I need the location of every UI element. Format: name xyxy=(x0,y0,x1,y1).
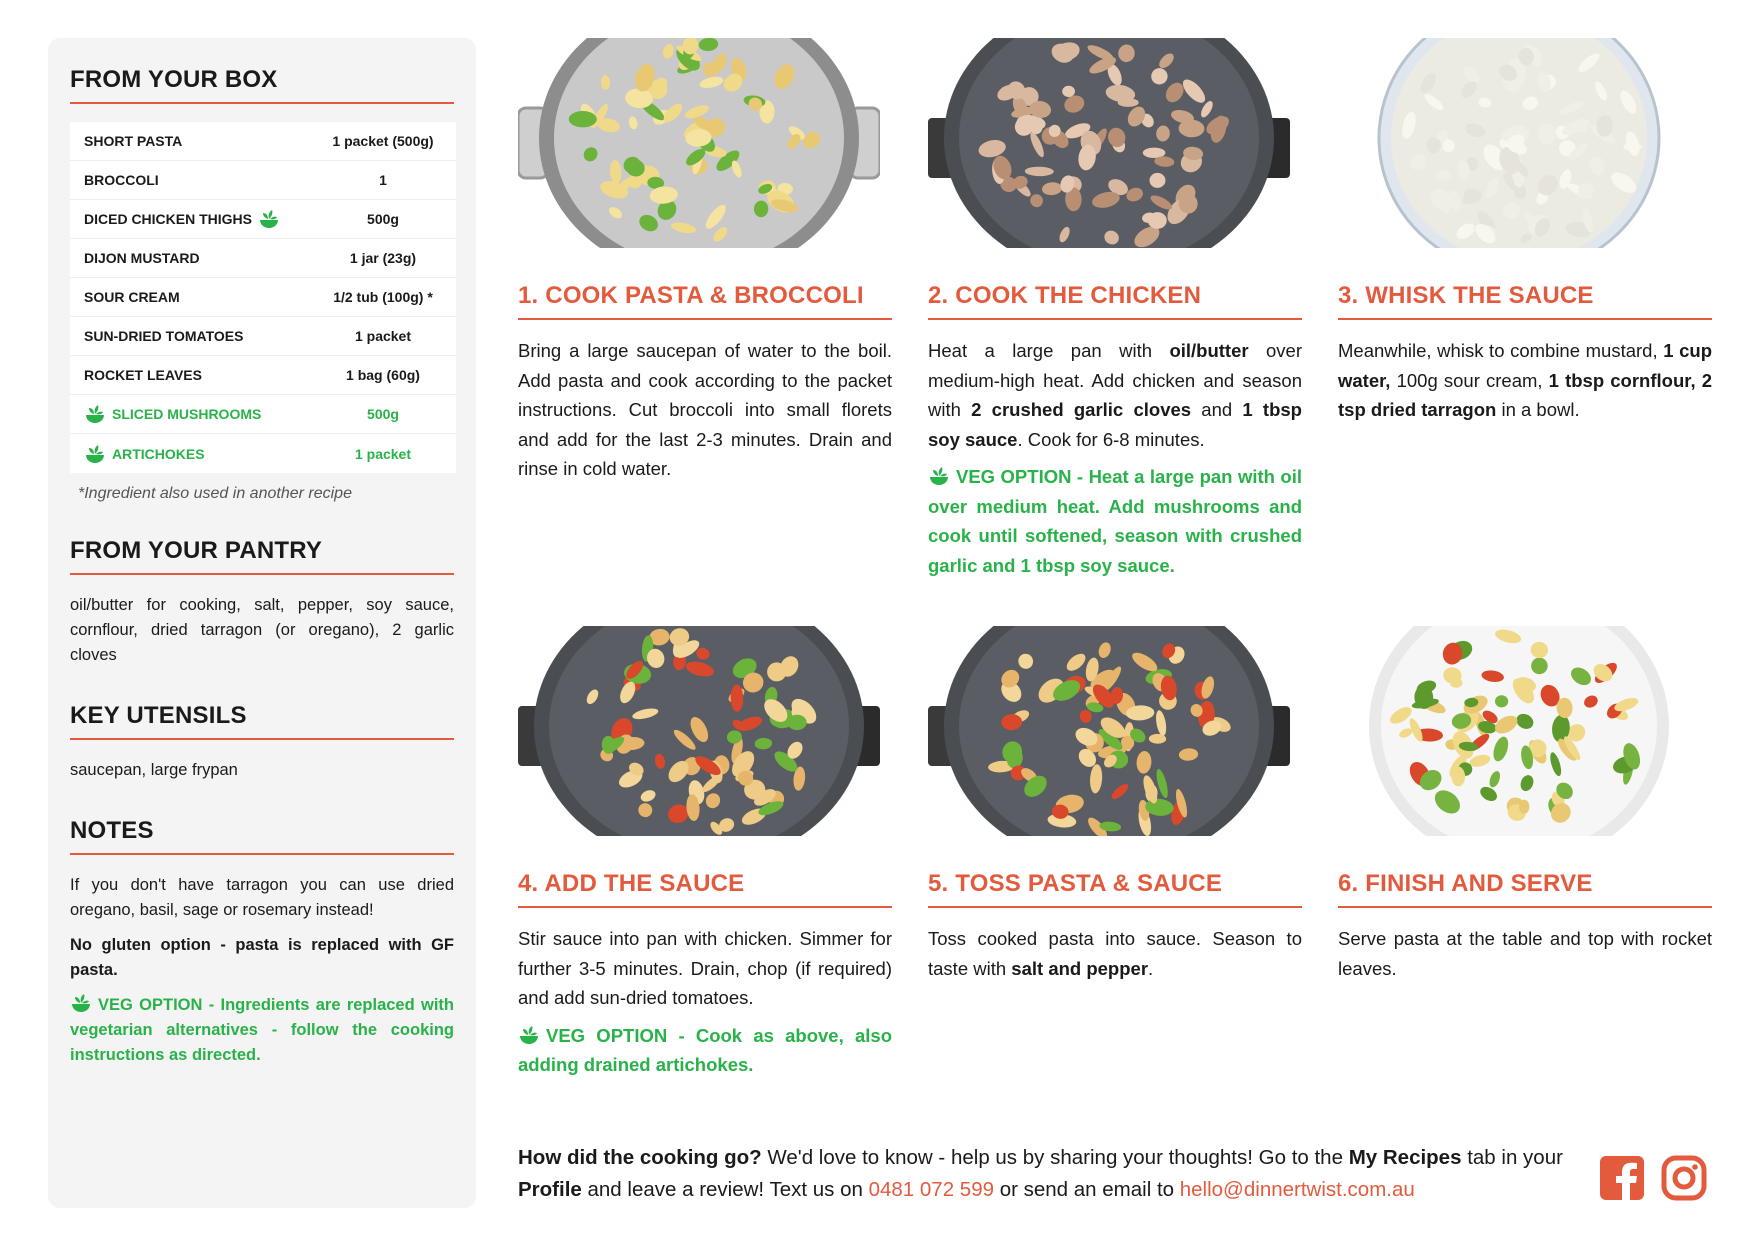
step-veg-option xyxy=(928,462,1302,580)
feedback-footer xyxy=(518,1142,1578,1206)
facebook-icon[interactable] xyxy=(1599,1155,1645,1201)
footer-text-part: tab in your xyxy=(1461,1146,1563,1169)
step-photo xyxy=(928,626,1290,836)
ingredient-row xyxy=(70,278,456,317)
step-text-part: Serve pasta at the table and top with rocket leaves. xyxy=(1338,928,1712,979)
step-title: 2. COOK THE CHICKEN xyxy=(928,282,1302,320)
ingredient-name-text: SOUR CREAM xyxy=(84,289,180,305)
step-text xyxy=(928,924,1302,983)
step-3 xyxy=(1338,38,1712,425)
ingredient-name xyxy=(84,367,324,383)
ingredient-name xyxy=(84,172,324,188)
ingredient-name-text: BROCCOLI xyxy=(84,172,159,188)
ingredient-name-text: DIJON MUSTARD xyxy=(84,250,200,266)
ingredient-qty: 1 jar (23g) xyxy=(349,250,417,266)
notes-title: NOTES xyxy=(70,817,454,855)
step-text-part: 2 crushed garlic cloves xyxy=(971,399,1192,420)
dish-illustration xyxy=(1338,38,1700,248)
step-title: 1. COOK PASTA & BROCCOLI xyxy=(518,282,892,320)
dish-illustration xyxy=(518,38,880,248)
notes-text: If you don't have tarragon you can use dried oregano, basil, sage or rosemary instead! xyxy=(70,876,454,919)
footer-text-part: We'd love to know - help us by sharing your thoughts! Go to the xyxy=(761,1146,1349,1169)
box-title: FROM YOUR BOX xyxy=(70,66,454,104)
step-photo xyxy=(518,38,880,248)
ingredient-name-text: DICED CHICKEN THIGHS xyxy=(84,211,253,227)
step-text-part: 1 tbsp cornflour, 2 tsp dried tarragon xyxy=(1338,369,1713,420)
footer-text-part: My Recipes xyxy=(1348,1146,1462,1169)
ingredient-name-text: SLICED MUSHROOMS xyxy=(112,406,262,422)
step-text-part: Toss cooked pasta into sauce. Season to taste with xyxy=(928,928,1302,979)
ingredient-row xyxy=(70,161,456,200)
step-text-part: over medium-high heat. Add chicken and season with xyxy=(928,340,1302,420)
ingredient-name-text: ARTICHOKES xyxy=(112,445,205,462)
ingredient-qty: 500g xyxy=(367,406,399,422)
ingredient-name xyxy=(84,404,324,424)
ingredient-qty: 1 packet (500g) xyxy=(332,133,434,149)
footer-text-part: or send an email to xyxy=(994,1178,1180,1201)
step-text-part: 1 tbsp soy sauce xyxy=(928,399,1302,450)
ingredient-qty: 500g xyxy=(367,211,399,227)
ingredient-qty: 1 packet xyxy=(354,445,412,462)
leaf-bowl-icon xyxy=(518,1024,540,1044)
notes-veg-text: VEG OPTION - Ingredients are replaced with vegetarian alternatives - follow the cooking instructions as directed. xyxy=(70,996,454,1064)
ingredient-name xyxy=(84,209,324,229)
contact-link[interactable]: 0481 072 599 xyxy=(868,1178,994,1201)
ingredient-name-text: SHORT PASTA xyxy=(84,133,183,149)
ingredient-row xyxy=(70,356,456,395)
notes-gluten: No gluten option - pasta is replaced with GF pasta. xyxy=(70,936,454,979)
ingredient-qty: 1/2 tub (100g) * xyxy=(333,289,433,305)
ingredient-name-text: ROCKET LEAVES xyxy=(84,367,202,383)
ingredients-sidebar xyxy=(48,38,476,1208)
ingredient-qty: 1 bag (60g) xyxy=(346,367,420,383)
step-4 xyxy=(518,626,892,1080)
dish-illustration xyxy=(1338,626,1700,836)
step-text xyxy=(518,924,892,1013)
step-photo xyxy=(1338,38,1700,248)
ingredient-row xyxy=(70,317,456,356)
step-text-part: Bring a large saucepan of water to the boil. Add pasta and cook according to the packet instructions. Cut broccoli into small florets and add for the last 2-3 minutes. Drain and rinse in cold water. xyxy=(518,340,892,479)
step-photo xyxy=(518,626,880,836)
step-text-part: salt and pepper xyxy=(1011,957,1149,979)
step-photo xyxy=(1338,626,1700,836)
pantry-title: FROM YOUR PANTRY xyxy=(70,537,454,575)
pantry-section xyxy=(70,537,454,668)
contact-link[interactable]: hello@dinnertwist.com.au xyxy=(1179,1178,1415,1201)
leaf-bowl-icon xyxy=(84,404,106,424)
step-text-part: . Cook for 6-8 minutes. xyxy=(1017,428,1205,450)
ingredient-name xyxy=(84,444,324,464)
step-veg-option xyxy=(518,1021,892,1080)
step-title: 6. FINISH AND SERVE xyxy=(1338,870,1712,908)
step-5 xyxy=(928,626,1302,983)
ingredient-row xyxy=(70,200,456,239)
step-text-part: 100g sour cream, xyxy=(1390,369,1549,391)
ingredient-name xyxy=(84,250,324,266)
leaf-bowl-icon xyxy=(70,993,92,1013)
leaf-bowl-icon xyxy=(84,444,106,464)
footer-text-part: Profile xyxy=(518,1178,582,1201)
leaf-bowl-icon xyxy=(258,209,280,229)
ingredient-name xyxy=(84,328,324,344)
step-text xyxy=(928,336,1302,454)
leaf-bowl-icon xyxy=(928,465,950,485)
footer-text-part: and leave a review! Text us on xyxy=(581,1178,869,1201)
dish-illustration xyxy=(518,626,880,836)
ingredient-row xyxy=(70,395,456,434)
step-2 xyxy=(928,38,1302,580)
step-title: 5. TOSS PASTA & SAUCE xyxy=(928,870,1302,908)
dish-illustration xyxy=(928,38,1290,248)
ingredient-note: *Ingredient also used in another recipe xyxy=(78,485,352,502)
step-photo xyxy=(928,38,1290,248)
step-title: 4. ADD THE SAUCE xyxy=(518,870,892,908)
utensils-section xyxy=(70,702,454,783)
ingredient-name xyxy=(84,289,324,305)
step-title: 3. WHISK THE SAUCE xyxy=(1338,282,1712,320)
ingredient-row xyxy=(70,434,456,473)
step-text-part: in a bowl. xyxy=(1496,399,1580,420)
notes-section xyxy=(70,817,454,1068)
ingredient-qty: 1 xyxy=(379,172,387,188)
ingredient-name-text: SUN-DRIED TOMATOES xyxy=(84,328,244,344)
step-text xyxy=(1338,924,1712,983)
step-text xyxy=(518,336,892,484)
notes-veg xyxy=(70,993,454,1068)
step-text-part: Meanwhile, whisk to combine mustard, xyxy=(1338,340,1664,361)
step-1 xyxy=(518,38,892,484)
utensils-title: KEY UTENSILS xyxy=(70,702,454,740)
step-veg-text: VEG OPTION - Cook as above, also adding drained artichokes. xyxy=(518,1024,892,1075)
step-text xyxy=(1338,336,1712,425)
step-6 xyxy=(1338,626,1712,983)
ingredient-table xyxy=(70,122,456,473)
step-text-part: Heat a large pan with xyxy=(928,340,1170,361)
ingredient-row xyxy=(70,239,456,278)
step-text-part: 1 cup water, xyxy=(1338,340,1712,391)
ingredient-row xyxy=(70,122,456,161)
ingredient-name xyxy=(84,133,324,149)
step-text-part: oil/butter xyxy=(1169,340,1249,361)
step-text-part: . xyxy=(1148,957,1154,979)
pantry-text: oil/butter for cooking, salt, pepper, soy sauce, cornflour, dried tarragon (or oregano), 2 garlic cloves xyxy=(70,596,454,664)
instagram-icon[interactable] xyxy=(1661,1155,1707,1201)
footer-text-part: How did the cooking go? xyxy=(518,1146,762,1169)
step-veg-text: VEG OPTION - Heat a large pan with oil over medium heat. Add mushrooms and cook until softened, season with crushed garlic and 1 tbsp soy sauce. xyxy=(928,466,1302,576)
step-text-part: and xyxy=(1191,399,1243,420)
utensils-text: saucepan, large frypan xyxy=(70,761,238,779)
ingredient-qty: 1 packet xyxy=(354,328,412,344)
step-text-part: Stir sauce into pan with chicken. Simmer for further 3-5 minutes. Drain, chop (if required) and add sun-dried tomatoes. xyxy=(518,928,892,1008)
dish-illustration xyxy=(928,626,1290,836)
